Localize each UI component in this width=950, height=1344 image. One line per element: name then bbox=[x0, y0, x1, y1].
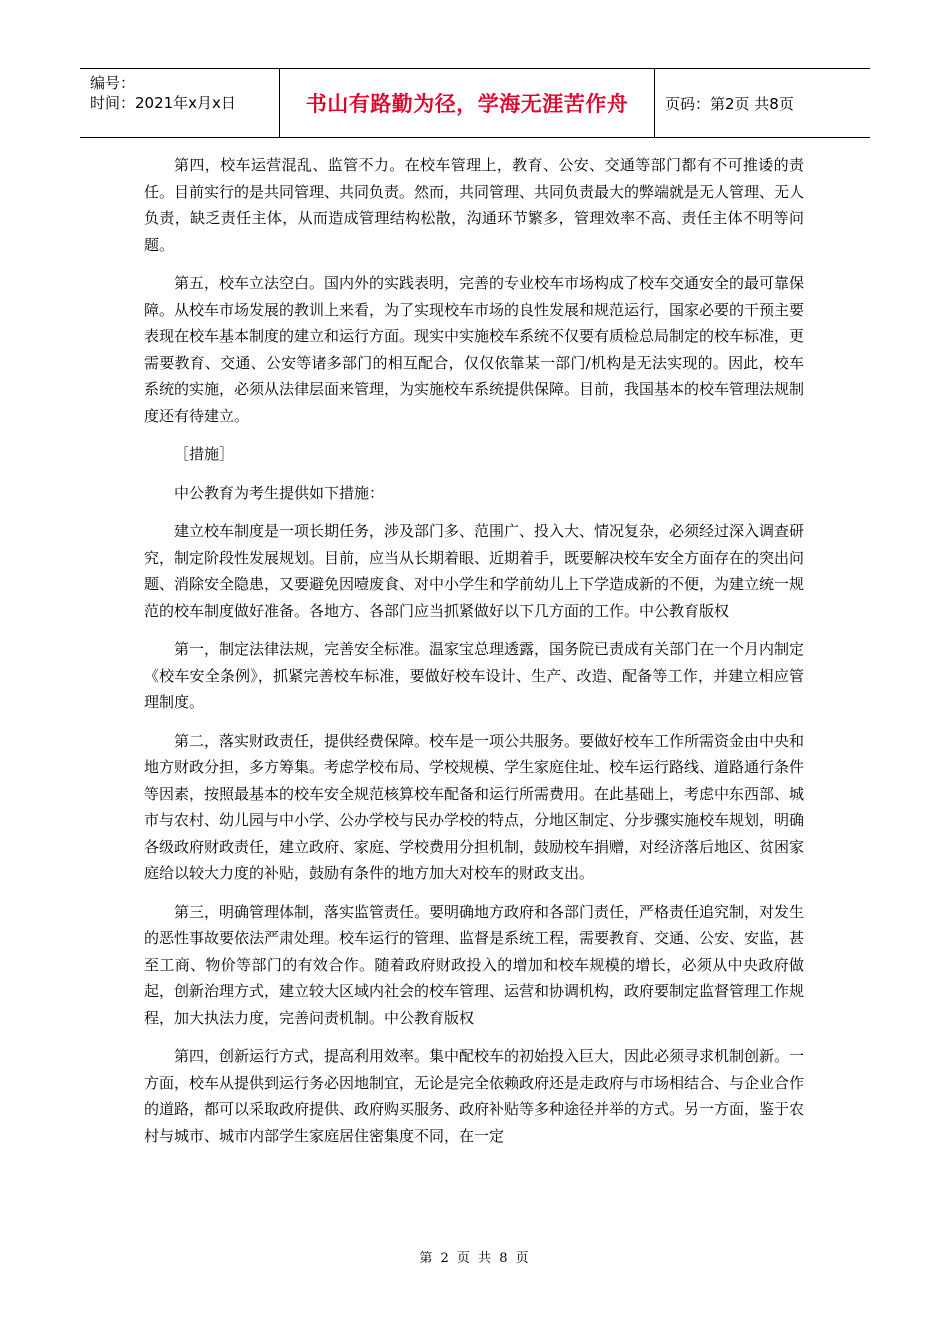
paragraph-5: 建立校车制度是一项长期任务，涉及部门多、范围广、投入大、情况复杂，必须经过深入调查研究，制定阶段性发展规划。目前，应当从长期着眼、近期着手，既要解决校车安全方面存在的突出问题、消除安全隐患，又要避免因噎废食、对中小学生和学前幼儿上下学造成新的不便，为建立统一规范的校车制度做好准备。各地方、各部门应当抓紧做好以下几方面的工作。中公教育版权 bbox=[144, 522, 805, 620]
paragraph-7: 第二，落实财政责任，提供经费保障。校车是一项公共服务。要做好校车工作所需资金由中央和地方财政分担，多方筹集。考虑学校布局、学校规模、学生家庭住址、校车运行路线、道路通行条件等因素，按照最基本的校车安全规范核算校车配备和运行所需费用。在此基础上，考虑中东西部、城市与农村、幼儿园与中小学、公办学校与民办学校的特点，分地区制定、分步骤实施校车规划，明确各级政府财政责任，建立政府、家庭、学校费用分担机制，鼓励校车捐赠，对经济落后地区、贫困家庭给以较大力度的补贴，鼓励有条件的地方加大对校车的财政支出。 bbox=[144, 731, 805, 882]
header-motto: 书山有路勤为径，学海无涯苦作舟 bbox=[305, 92, 629, 116]
paragraph-6: 第一，制定法律法规，完善安全标准。温家宝总理透露，国务院已责成有关部门在一个月内制定《校车安全条例》，抓紧完善校车标准，要做好校车设计、生产、改造、配备等工作，并建立相应管理制度。 bbox=[144, 640, 805, 711]
header-left-cell bbox=[80, 69, 280, 137]
paragraph-8: 第三，明确管理体制，落实监管责任。要明确地方政府和各部门责任，严格责任追究制，对发生的恶性事故要依法严肃处理。校车运行的管理、监督是系统工程，需要教育、交通、公安、安监，甚至工商、物价等部门的有效合作。随着政府财政投入的增加和校车规模的增长，必须从中央政府做起，创新治理方式，建立较大区域内社会的校车管理、运营和协调机构，政府要制定监督管理工作规程，加大执法力度，完善问责机制。中公教育版权 bbox=[144, 902, 805, 1027]
paragraph-2: 第五，校车立法空白。国内外的实践表明，完善的专业校车市场构成了校车交通安全的最可靠保障。从校车市场发展的教训上来看，为了实现校车市场的良性发展和规范运行，国家必要的干预主要表现在校车基本制度的建立和运行方面。现实中实施校车系统不仅要有质检总局制定的校车标准，更需要教育、交通、公安等诸多部门的相互配合，仅仅依靠某一部门/机构是无法实现的。因此，校车系统的实施，必须从法律层面来管理，为实施校车系统提供保障。目前，我国基本的校车管理法规制度还有待建立。 bbox=[144, 274, 805, 425]
paragraph-4: 中公教育为考生提供如下措施： bbox=[174, 483, 385, 502]
page-header bbox=[80, 68, 870, 138]
document-body bbox=[144, 152, 804, 1161]
page-footer: 第 2 页 共 8 页 bbox=[419, 1251, 531, 1266]
document-number-label: 编号： bbox=[90, 74, 136, 92]
header-page-info: 页码：第2页 共8页 bbox=[665, 94, 794, 113]
paragraph-9: 第四，创新运行方式，提高利用效率。集中配校车的初始投入巨大，因此必须寻求机制创新。一方面，校车从提供到运行务必因地制宜，无论是完全依赖政府还是走政府与市场相结合、与企业合作的道路，都可以采取政府提供、政府购买服务、政府补贴等多种途径并举的方式。另一方面，鉴于农村与城市、城市内部学生家庭居住密集度不同，在一定 bbox=[144, 1047, 805, 1145]
paragraph-1: 第四，校车运营混乱、监管不力。在校车管理上，教育、公安、交通等部门都有不可推诿的责任。目前实行的是共同管理、共同负责。然而，共同管理、共同负责最大的弊端就是无人管理、无人负责，缺乏责任主体，从而造成管理结构松散，沟通环节繁多，管理效率不高、责任主体不明等问题。 bbox=[144, 156, 805, 254]
document-time-label: 时间：2021年x月x日 bbox=[90, 94, 236, 112]
header-page-cell bbox=[655, 69, 870, 137]
section-heading-measures: ［措施］ bbox=[174, 445, 235, 463]
header-motto-cell bbox=[280, 69, 655, 137]
